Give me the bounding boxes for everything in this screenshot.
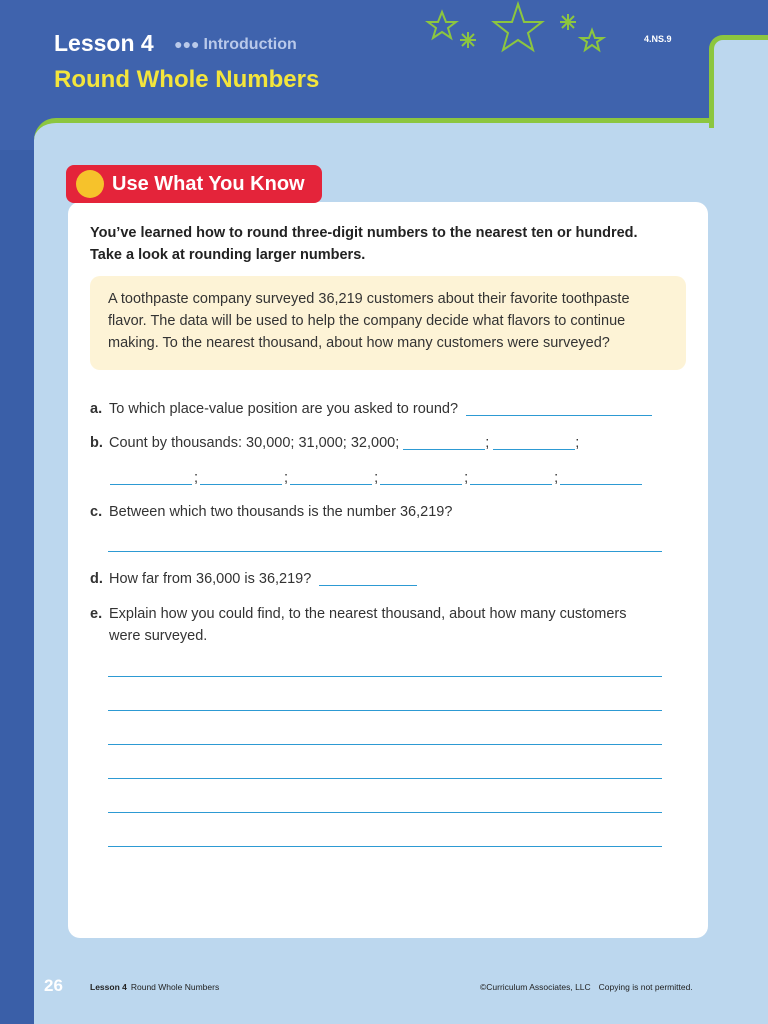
question-text: How far from 36,000 is 36,219? [109,571,312,587]
separator: ; [485,435,490,451]
section-label [174,36,297,53]
star-icon [494,4,542,50]
count-blanks-row [108,470,644,486]
page-number: 26 [44,976,63,995]
problem-text: A toothpaste company surveyed 36,219 customers about their favorite toothpaste flavor. The data will be used to help the company decide what flavors to continue making. To the nearest thousand, about how many customers were surveyed? [108,291,630,351]
question-label: c. [90,504,103,520]
lesson-heading [54,30,297,57]
lesson-title: Round Whole Numbers [54,66,320,93]
separator: ; [554,470,559,486]
answer-line[interactable] [108,710,662,711]
sparkle-icon [560,14,576,30]
question-text: Count by thousands: 30,000; 31,000; 32,000; [109,435,400,451]
separator: ; [284,470,289,486]
use-what-you-know-badge [66,165,322,203]
problem-box [90,276,686,370]
question-c [90,504,452,520]
standard-code: 4.NS.9 [644,34,672,44]
section-text: Introduction [203,36,297,53]
answer-line[interactable] [108,846,662,847]
answer-line[interactable] [108,778,662,779]
question-label: d. [90,571,103,587]
question-label: b. [90,435,103,451]
question-a [90,401,652,417]
answer-blank[interactable] [380,470,462,485]
question-text: To which place-value position are you asked to round? [109,401,459,417]
separator: ; [464,470,469,486]
answer-blank[interactable] [470,470,552,485]
intro-text: You’ve learned how to round three-digit numbers to the nearest ten or hundred. Take a look at rounding larger numbers. [90,225,638,263]
footer-copyright [480,982,693,992]
question-d [90,571,417,587]
question-b [90,435,579,451]
footer-lesson-title: Round Whole Numbers [130,982,220,992]
question-text: were surveyed. [109,628,208,644]
answer-blank[interactable] [466,401,652,416]
answer-blank[interactable] [403,435,485,450]
answer-blank[interactable] [110,470,192,485]
question-label: a. [90,401,103,417]
footer-lesson-number: Lesson 4 [90,982,127,992]
people-icon: ●●● [174,36,200,52]
arrow-circle-icon [76,170,104,198]
answer-blank[interactable] [560,470,642,485]
separator: ; [194,470,199,486]
answer-line[interactable] [108,676,662,677]
answer-line[interactable] [108,551,662,552]
answer-blank[interactable] [290,470,372,485]
lesson-number: Lesson 4 [54,30,154,56]
footer-lesson [90,982,219,992]
star-icon [581,30,603,50]
question-text: Explain how you could find, to the nearest thousand, about how many customers [109,606,627,622]
separator: ; [374,470,379,486]
separator: ; [575,435,580,451]
answer-line[interactable] [108,744,662,745]
answer-blank[interactable] [200,470,282,485]
question-text: Between which two thousands is the number 36,219? [109,504,453,520]
question-e [90,606,626,622]
copyright-text: ©Curriculum Associates, LLC [480,982,591,992]
answer-blank[interactable] [493,435,575,450]
badge-label: Use What You Know [112,173,305,195]
star-icon [428,12,456,38]
answer-blank[interactable] [319,571,417,586]
answer-line[interactable] [108,812,662,813]
question-label: e. [90,606,103,622]
sparkle-icon [460,32,476,48]
question-e-continued [109,628,207,644]
copy-notice: Copying is not permitted. [598,982,693,992]
stars-decoration [420,0,620,60]
